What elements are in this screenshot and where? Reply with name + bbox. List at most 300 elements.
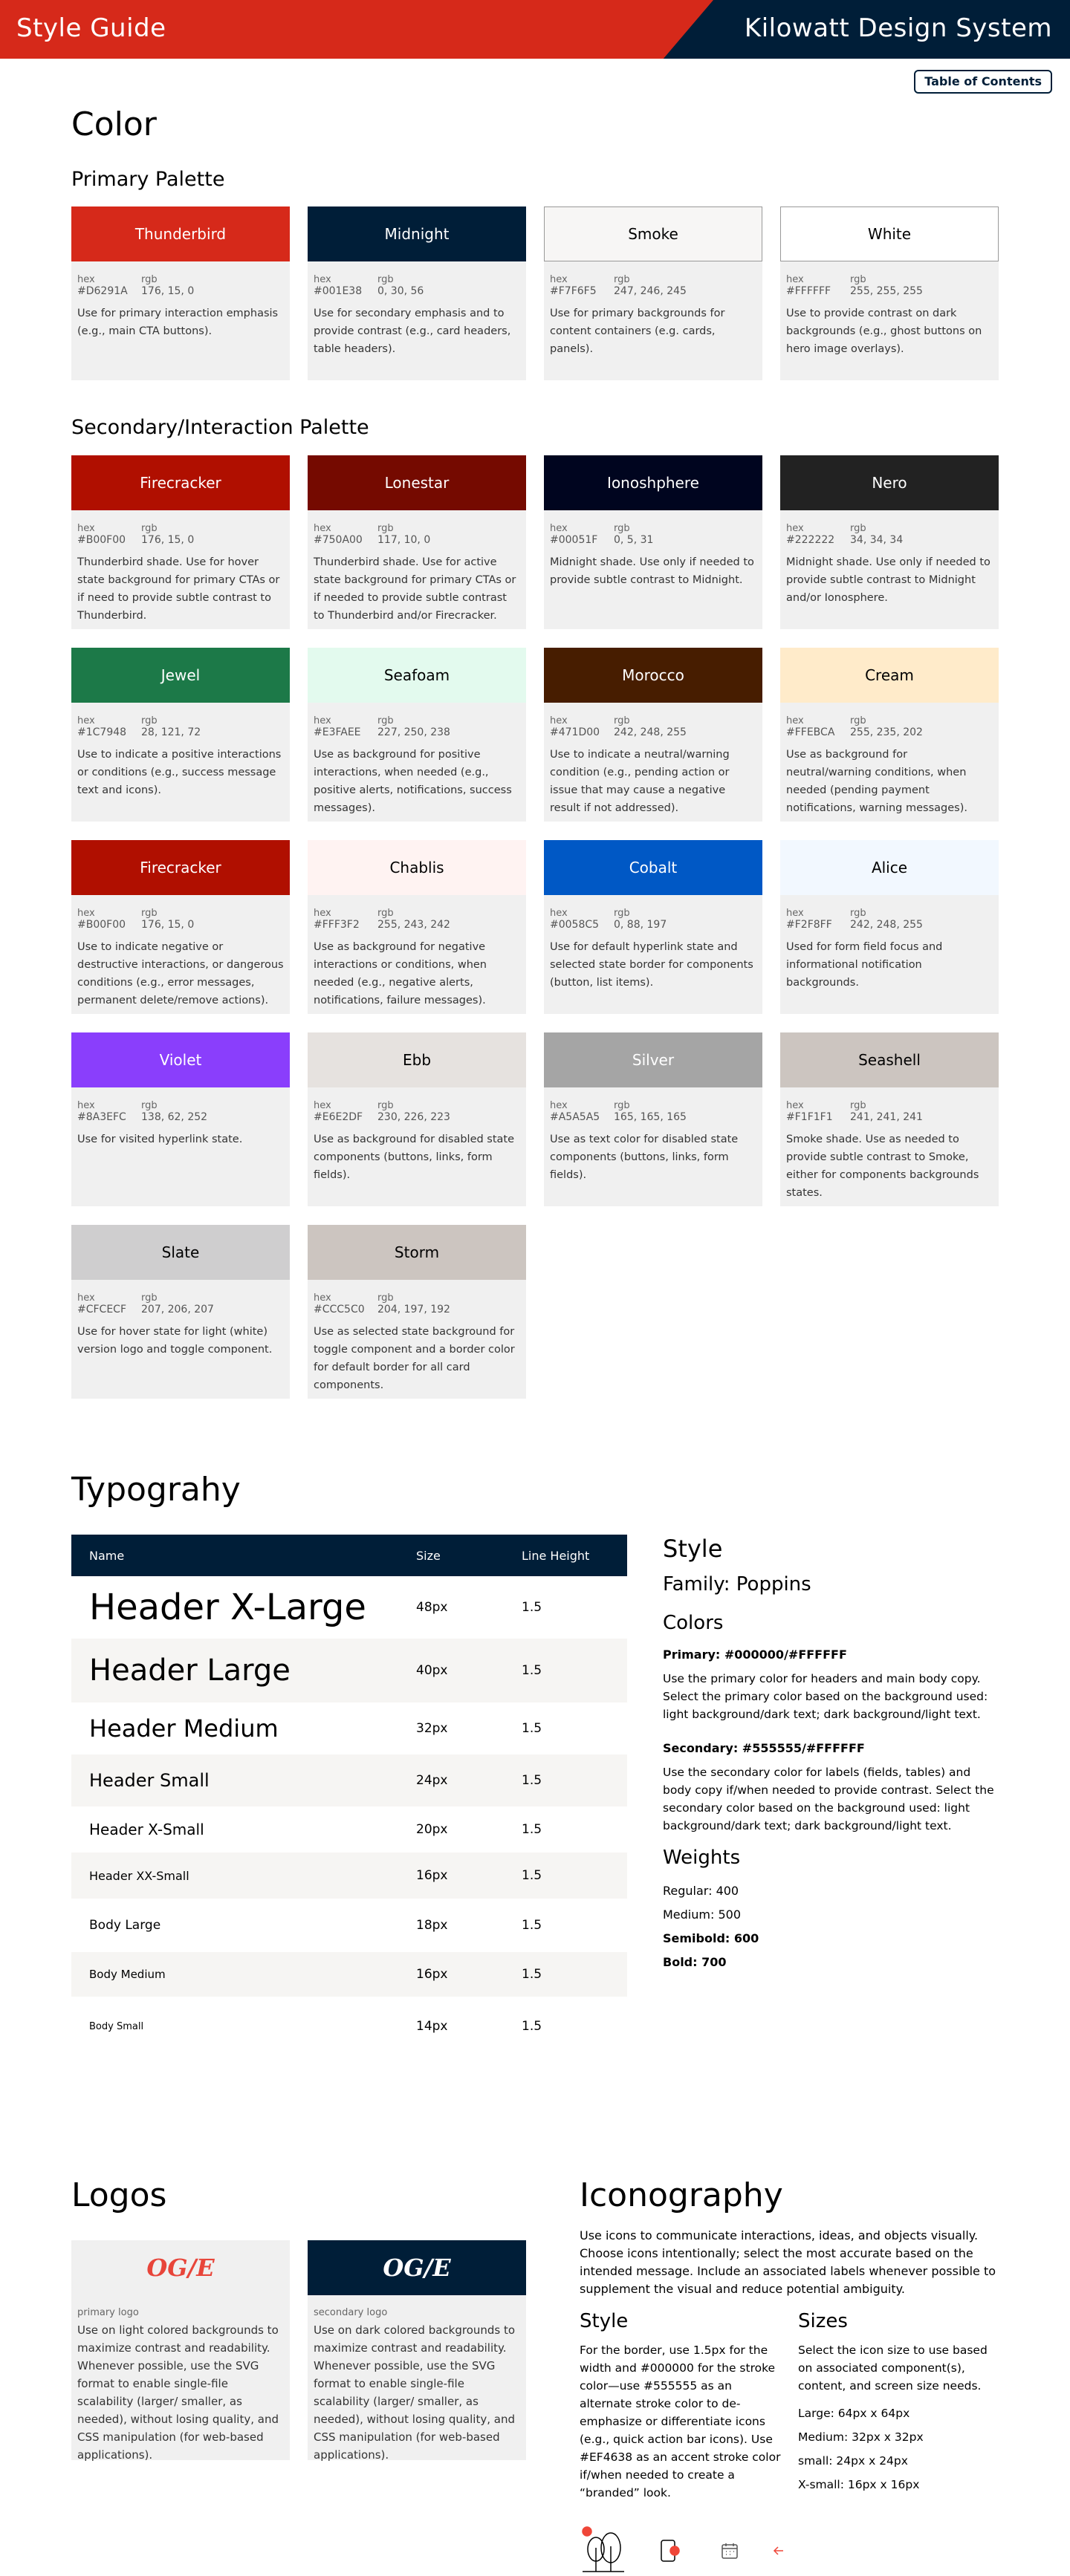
color-name: Lonestar xyxy=(384,474,450,492)
color-swatch xyxy=(308,840,526,895)
color-swatch xyxy=(544,1032,762,1087)
rgb-label: rgb xyxy=(141,274,158,285)
color-values xyxy=(71,1304,290,1315)
color-description: Use to indicate a neutral/warning condition (e.g., pending action or issue that may cause a negative result if not addressed). xyxy=(550,749,730,814)
weight-semibold: Semibold: 600 xyxy=(663,1931,759,1945)
color-values xyxy=(308,919,526,931)
color-values xyxy=(544,1111,762,1123)
color-name: Seashell xyxy=(858,1051,921,1069)
color-description: Use to indicate negative or destructive interactions, or dangerous conditions (e.g., error messages, permanent delete/remove actions). xyxy=(77,941,284,1006)
color-card xyxy=(308,840,526,1014)
rgb-value: 207, 206, 207 xyxy=(141,1304,214,1315)
color-name: Violet xyxy=(159,1051,202,1069)
color-name: Cream xyxy=(865,666,914,684)
color-meta-labels xyxy=(544,261,762,285)
icon-style-title: Style xyxy=(580,2310,629,2332)
color-meta-labels xyxy=(308,510,526,534)
hex-value: #FFF3F2 xyxy=(314,919,360,931)
rgb-label: rgb xyxy=(850,1100,866,1111)
type-line-height: 1.5 xyxy=(522,2019,542,2034)
secondary-logo-desc: Use on dark colored backgrounds to maximize contrast and readability. Whenever possible, use the SVG format to enable single-file scalability (larger/ smaller, as needed), without losing quality, and CSS manipulation (for web-based applications). xyxy=(314,2323,516,2462)
hex-value: #B00F00 xyxy=(77,919,126,931)
rgb-label: rgb xyxy=(377,274,394,285)
color-values xyxy=(71,919,290,931)
rgb-value: 0, 88, 197 xyxy=(614,919,667,931)
rgb-label: rgb xyxy=(377,715,394,726)
primary-logo: OG/E xyxy=(71,2240,290,2295)
color-swatch xyxy=(780,206,999,261)
hex-label: hex xyxy=(314,1292,331,1304)
type-line-height: 1.5 xyxy=(522,1721,542,1736)
hex-label: hex xyxy=(314,523,331,534)
color-card xyxy=(308,206,526,380)
hex-label: hex xyxy=(77,908,95,919)
color-values xyxy=(71,726,290,738)
color-name: Silver xyxy=(632,1051,675,1069)
color-swatch xyxy=(780,840,999,895)
table-row xyxy=(71,1576,627,1639)
table-row xyxy=(71,1806,627,1853)
rgb-label: rgb xyxy=(850,523,866,534)
color-description: Use as background for disabled state components (buttons, links, form fields). xyxy=(314,1133,515,1181)
type-size: 14px xyxy=(416,2019,448,2034)
color-values xyxy=(780,919,999,931)
color-meta-labels xyxy=(544,895,762,919)
typography-section-title: Typograhy xyxy=(71,1471,241,1509)
type-sample-name: Header Large xyxy=(89,1653,291,1688)
color-values xyxy=(780,1111,999,1123)
color-card xyxy=(544,840,762,1014)
table-row xyxy=(71,1702,627,1754)
primary-palette-title: Primary Palette xyxy=(71,168,225,191)
color-description: Use to provide contrast on dark backgrounds (e.g., ghost buttons on hero image overlays). xyxy=(786,308,982,355)
hex-value: #E6E2DF xyxy=(314,1111,363,1123)
color-meta-labels xyxy=(308,703,526,726)
color-card xyxy=(544,1032,762,1206)
rgb-label: rgb xyxy=(377,1100,394,1111)
type-style-title: Style xyxy=(663,1535,723,1563)
secondary-logo-card xyxy=(308,2240,526,2460)
rgb-label: rgb xyxy=(614,1100,630,1111)
rgb-label: rgb xyxy=(141,523,158,534)
hex-value: #F7F6F5 xyxy=(550,285,597,297)
rgb-label: rgb xyxy=(614,715,630,726)
hex-label: hex xyxy=(550,715,568,726)
type-sample-name: Body Medium xyxy=(89,1968,166,1981)
color-description: Use as selected state background for toggle component and a border color for default border for all card components. xyxy=(314,1326,515,1391)
hex-label: hex xyxy=(77,1292,95,1304)
hex-label: hex xyxy=(314,715,331,726)
color-card xyxy=(780,455,999,629)
color-name: White xyxy=(867,225,912,243)
color-meta-labels xyxy=(308,261,526,285)
table-row xyxy=(71,1952,627,1997)
color-meta-labels xyxy=(71,703,290,726)
color-name: Cobalt xyxy=(629,859,678,876)
type-line-height: 1.5 xyxy=(522,1600,542,1615)
primary-logo-caption: primary logo xyxy=(77,2307,139,2318)
hex-value: #B00F00 xyxy=(77,534,126,546)
rgb-label: rgb xyxy=(614,274,630,285)
rgb-value: 165, 165, 165 xyxy=(614,1111,687,1123)
type-size: 20px xyxy=(416,1822,448,1837)
color-description: Use as background for positive interactions, when needed (e.g., positive alerts, notifications, success messages). xyxy=(314,749,512,814)
rgb-value: 241, 241, 241 xyxy=(850,1111,923,1123)
rgb-value: 204, 197, 192 xyxy=(377,1304,450,1315)
type-line-height: 1.5 xyxy=(522,1918,542,1933)
color-card xyxy=(544,455,762,629)
color-swatch xyxy=(544,648,762,703)
hex-value: #E3FAEE xyxy=(314,726,361,738)
rgb-label: rgb xyxy=(614,523,630,534)
color-description: Use for default hyperlink state and selected state border for components (button, list items). xyxy=(550,941,753,989)
hex-value: #00051F xyxy=(550,534,598,546)
hex-label: hex xyxy=(550,523,568,534)
hex-label: hex xyxy=(77,715,95,726)
color-values xyxy=(780,285,999,297)
hex-label: hex xyxy=(77,523,95,534)
rgb-value: 227, 250, 238 xyxy=(377,726,450,738)
color-values xyxy=(544,919,762,931)
iconography-intro: Use icons to communicate interactions, ideas, and objects visually. Choose icons intentionally; select the most accurate based on the intended message. Include an associated labels whenever possible to supplement the visual and reduce potential ambiguity. xyxy=(580,2228,996,2296)
icon-size-xsmall: X-small: 16px x 16px xyxy=(798,2478,920,2491)
color-description: Use as background for negative interactions or conditions, when needed (e.g., negative alerts, notifications, failure messages). xyxy=(314,941,487,1006)
color-card xyxy=(780,206,999,380)
color-name: Thunderbird xyxy=(134,225,227,243)
color-description: Use as background for neutral/warning conditions, when needed (pending payment notifications, warning messages). xyxy=(786,749,967,814)
color-swatch xyxy=(544,455,762,510)
arrow-left-icon xyxy=(773,2545,785,2557)
color-swatch xyxy=(71,840,290,895)
rgb-label: rgb xyxy=(377,523,394,534)
type-primary-color-label: Primary: #000000/#FFFFFF xyxy=(663,1648,847,1662)
type-secondary-color-label: Secondary: #555555/#FFFFFF xyxy=(663,1741,865,1755)
color-meta-labels xyxy=(71,895,290,919)
color-card xyxy=(71,206,290,380)
table-row xyxy=(71,1899,627,1952)
rgb-label: rgb xyxy=(141,715,158,726)
type-primary-color-desc: Use the primary color for headers and main body copy. Select the primary color based on the background used: light background/dark text; dark background/light text. xyxy=(663,1672,988,1721)
color-swatch xyxy=(308,455,526,510)
color-swatch xyxy=(780,1032,999,1087)
color-values xyxy=(308,726,526,738)
color-swatch xyxy=(308,648,526,703)
type-size: 40px xyxy=(416,1663,448,1678)
color-description: Use as text color for disabled state components (buttons, links, form fields). xyxy=(550,1133,739,1181)
type-line-height: 1.5 xyxy=(522,1822,542,1837)
type-size: 32px xyxy=(416,1721,448,1736)
hex-label: hex xyxy=(314,274,331,285)
type-sample-name: Header XX-Small xyxy=(89,1868,189,1883)
type-sample-name: Header Medium xyxy=(89,1714,279,1743)
color-meta-labels xyxy=(308,1087,526,1111)
hex-label: hex xyxy=(786,715,804,726)
rgb-value: 28, 121, 72 xyxy=(141,726,201,738)
hex-value: #0058C5 xyxy=(550,919,600,931)
rgb-label: rgb xyxy=(850,274,866,285)
color-values xyxy=(544,726,762,738)
color-swatch xyxy=(71,1225,290,1280)
hex-label: hex xyxy=(77,1100,95,1111)
color-name: Morocco xyxy=(622,666,684,684)
rgb-label: rgb xyxy=(377,908,394,919)
color-description: Used for form field focus and informational notification backgrounds. xyxy=(786,941,943,989)
type-size: 16px xyxy=(416,1868,448,1883)
primary-logo-desc: Use on light colored backgrounds to maximize contrast and readability. Whenever possible, use the SVG format to enable single-file scalability (larger/ smaller, as needed), without losing quality, and CSS manipulation (for web-based applications). xyxy=(77,2323,279,2462)
weight-bold: Bold: 700 xyxy=(663,1955,727,1969)
color-card xyxy=(71,455,290,629)
color-values xyxy=(544,285,762,297)
rgb-label: rgb xyxy=(850,715,866,726)
color-description: Use for primary interaction emphasis (e.g., main CTA buttons). xyxy=(77,308,279,337)
color-name: Smoke xyxy=(628,225,678,243)
rgb-value: 242, 248, 255 xyxy=(614,726,687,738)
color-swatch xyxy=(308,206,526,261)
rgb-value: 242, 248, 255 xyxy=(850,919,923,931)
color-description: Use for visited hyperlink state. xyxy=(77,1133,243,1145)
color-meta-labels xyxy=(71,261,290,285)
hex-value: #471D00 xyxy=(550,726,600,738)
color-card xyxy=(308,1225,526,1399)
color-name: Nero xyxy=(872,474,907,492)
color-card xyxy=(71,648,290,822)
primary-logo-card xyxy=(71,2240,290,2460)
rgb-value: 117, 10, 0 xyxy=(377,534,431,546)
color-name: Slate xyxy=(161,1243,200,1261)
type-table-body xyxy=(71,1576,627,2056)
color-swatch xyxy=(71,206,290,261)
secondary-logo: OG/E xyxy=(308,2240,526,2295)
color-description: Use for secondary emphasis and to provide contrast (e.g., card headers, table headers). xyxy=(314,308,511,355)
color-swatch xyxy=(780,648,999,703)
color-values xyxy=(71,285,290,297)
table-of-contents-button[interactable]: Table of Contents xyxy=(914,70,1052,94)
color-card xyxy=(308,648,526,822)
rgb-value: 176, 15, 0 xyxy=(141,534,195,546)
iconography-section-title: Iconography xyxy=(580,2176,783,2214)
icon-style-desc: For the border, use 1.5px for the width and #000000 for the stroke color—use #555555 as an alternate stroke color to de-emphasize or differentiate icons (e.g., quick action bar icons). Use #EF4638 as an accent stroke color if/when needed to create a “branded” look. xyxy=(580,2344,781,2499)
type-line-height: 1.5 xyxy=(522,1773,542,1788)
icon-sizes-title: Sizes xyxy=(798,2310,848,2332)
color-card xyxy=(71,1225,290,1399)
color-meta-labels xyxy=(71,1280,290,1304)
rgb-label: rgb xyxy=(141,1100,158,1111)
rgb-value: 255, 255, 255 xyxy=(850,285,923,297)
color-values xyxy=(71,534,290,546)
table-row xyxy=(71,1754,627,1806)
col-header-size: Size xyxy=(416,1548,441,1563)
color-card xyxy=(308,455,526,629)
hex-value: #750A00 xyxy=(314,534,363,546)
color-name: Firecracker xyxy=(140,859,221,876)
color-section-title: Color xyxy=(71,105,157,143)
weight-medium: Medium: 500 xyxy=(663,1907,741,1922)
type-sample-name: Header Small xyxy=(89,1770,210,1791)
table-row xyxy=(71,1997,627,2056)
rgb-value: 34, 34, 34 xyxy=(850,534,904,546)
color-card xyxy=(308,1032,526,1206)
color-values xyxy=(780,534,999,546)
color-meta-labels xyxy=(780,261,999,285)
table-row xyxy=(71,1639,627,1702)
type-weights-title: Weights xyxy=(663,1847,741,1869)
type-line-height: 1.5 xyxy=(522,1868,542,1883)
color-meta-labels xyxy=(308,895,526,919)
logos-section-title: Logos xyxy=(71,2176,167,2214)
hex-label: hex xyxy=(786,523,804,534)
rgb-value: 230, 226, 223 xyxy=(377,1111,450,1123)
color-values xyxy=(71,1111,290,1123)
type-line-height: 1.5 xyxy=(522,1663,542,1678)
rgb-value: 138, 62, 252 xyxy=(141,1111,208,1123)
hex-label: hex xyxy=(786,908,804,919)
color-meta-labels xyxy=(780,703,999,726)
hex-value: #F1F1F1 xyxy=(786,1111,833,1123)
secondary-palette-title: Secondary/Interaction Palette xyxy=(71,416,369,439)
color-description: Thunderbird shade. Use for hover state background for primary CTAs or if need to provide subtle contrast to Thunderbird. xyxy=(77,556,280,622)
color-description: Use for hover state for light (white) version logo and toggle component. xyxy=(77,1326,273,1356)
color-description: Midnight shade. Use only if needed to provide subtle contrast to Midnight and/or Ionosphere. xyxy=(786,556,990,604)
trees-icon xyxy=(580,2525,627,2573)
color-values xyxy=(308,534,526,546)
hex-value: #A5A5A5 xyxy=(550,1111,600,1123)
color-values xyxy=(308,1304,526,1315)
color-swatch xyxy=(71,1032,290,1087)
hex-label: hex xyxy=(77,274,95,285)
type-family: Family: Poppins xyxy=(663,1573,811,1596)
hex-value: #1C7948 xyxy=(77,726,127,738)
color-swatch xyxy=(544,840,762,895)
type-colors-title: Colors xyxy=(663,1612,724,1634)
type-sample-name: Header X-Small xyxy=(89,1821,204,1838)
color-name: Ebb xyxy=(402,1051,432,1069)
hex-label: hex xyxy=(314,1100,331,1111)
hex-label: hex xyxy=(786,274,804,285)
color-name: Firecracker xyxy=(140,474,221,492)
color-swatch xyxy=(71,648,290,703)
color-name: Storm xyxy=(394,1243,440,1261)
color-swatch xyxy=(308,1032,526,1087)
mobile-phone-icon xyxy=(658,2539,682,2563)
hex-value: #CFCECF xyxy=(77,1304,127,1315)
color-name: Jewel xyxy=(160,666,201,684)
color-card xyxy=(71,1032,290,1206)
hex-label: hex xyxy=(550,274,568,285)
color-meta-labels xyxy=(780,1087,999,1111)
color-card xyxy=(780,648,999,822)
color-name: Midnight xyxy=(384,225,450,243)
type-line-height: 1.5 xyxy=(522,1967,542,1982)
type-size: 48px xyxy=(416,1600,448,1615)
hex-value: #222222 xyxy=(786,534,835,546)
hex-value: #F2F8FF xyxy=(786,919,832,931)
color-description: Midnight shade. Use only if needed to provide subtle contrast to Midnight. xyxy=(550,556,754,586)
color-meta-labels xyxy=(544,703,762,726)
color-meta-labels xyxy=(71,510,290,534)
color-swatch xyxy=(544,206,762,261)
rgb-label: rgb xyxy=(614,908,630,919)
color-swatch xyxy=(308,1225,526,1280)
color-name: Seafoam xyxy=(383,666,450,684)
weight-regular: Regular: 400 xyxy=(663,1884,739,1898)
icon-sizes-desc: Select the icon size to use based on associated component(s), content, and screen size needs. xyxy=(798,2344,988,2393)
rgb-value: 0, 5, 31 xyxy=(614,534,654,546)
color-description: Smoke shade. Use as needed to provide subtle contrast to Smoke, either for components backgrounds states. xyxy=(786,1133,979,1199)
color-name: Chablis xyxy=(389,859,444,876)
color-card xyxy=(544,206,762,380)
color-values xyxy=(308,285,526,297)
type-size: 16px xyxy=(416,1967,448,1982)
rgb-value: 176, 15, 0 xyxy=(141,919,195,931)
type-table-header xyxy=(71,1535,627,1576)
calendar-icon xyxy=(721,2542,739,2560)
hex-value: #001E38 xyxy=(314,285,363,297)
hex-value: #CCC5C0 xyxy=(314,1304,365,1315)
rgb-label: rgb xyxy=(850,908,866,919)
col-header-line-height: Line Height xyxy=(522,1548,590,1563)
type-size: 18px xyxy=(416,1918,448,1933)
rgb-value: 255, 235, 202 xyxy=(850,726,923,738)
color-values xyxy=(308,1111,526,1123)
rgb-value: 176, 15, 0 xyxy=(141,285,195,297)
rgb-label: rgb xyxy=(141,1292,158,1304)
color-swatch xyxy=(780,455,999,510)
color-card xyxy=(780,840,999,1014)
color-name: Ionoshphere xyxy=(607,474,699,492)
color-name: Alice xyxy=(871,859,908,876)
table-row xyxy=(71,1853,627,1899)
type-sample-name: Body Large xyxy=(89,1918,161,1933)
hex-value: #D6291A xyxy=(77,285,128,297)
hex-value: #FFFFFF xyxy=(786,285,831,297)
rgb-value: 247, 246, 245 xyxy=(614,285,687,297)
color-description: Thunderbird shade. Use for active state background for primary CTAs or if needed to provide subtle contrast to Thunderbird and/or Firecracker. xyxy=(314,556,516,622)
icon-size-large: Large: 64px x 64px xyxy=(798,2407,910,2420)
hex-value: #FFEBCA xyxy=(786,726,835,738)
color-meta-labels xyxy=(71,1087,290,1111)
rgb-label: rgb xyxy=(377,1292,394,1304)
color-meta-labels xyxy=(544,1087,762,1111)
color-meta-labels xyxy=(780,510,999,534)
color-meta-labels xyxy=(308,1280,526,1304)
color-values xyxy=(544,534,762,546)
rgb-label: rgb xyxy=(141,908,158,919)
hex-label: hex xyxy=(786,1100,804,1111)
rgb-value: 255, 243, 242 xyxy=(377,919,450,931)
secondary-logo-caption: secondary logo xyxy=(314,2307,388,2318)
color-meta-labels xyxy=(780,895,999,919)
color-card xyxy=(780,1032,999,1206)
hex-value: #8A3EFC xyxy=(77,1111,126,1123)
header-title-left: Style Guide xyxy=(16,13,166,43)
color-card xyxy=(544,648,762,822)
hex-label: hex xyxy=(314,908,331,919)
type-scale-table xyxy=(71,1535,627,2056)
color-card xyxy=(71,840,290,1014)
type-sample-name: Body Small xyxy=(89,2020,144,2032)
color-values xyxy=(780,726,999,738)
type-sample-name: Header X-Large xyxy=(89,1587,366,1628)
icon-size-medium: Medium: 32px x 32px xyxy=(798,2430,924,2444)
color-description: Use for primary backgrounds for content containers (e.g. cards, panels). xyxy=(550,308,725,355)
color-description: Use to indicate a positive interactions or conditions (e.g., success message text and icons). xyxy=(77,749,282,796)
rgb-value: 0, 30, 56 xyxy=(377,285,424,297)
type-secondary-color-desc: Use the secondary color for labels (fields, tables) and body copy if/when needed to provide contrast. Select the secondary color based on the background used: light background/dark text; dark background/light text. xyxy=(663,1766,994,1832)
hex-label: hex xyxy=(550,1100,568,1111)
type-size: 24px xyxy=(416,1773,448,1788)
site-header xyxy=(0,0,1070,59)
col-header-name: Name xyxy=(89,1548,125,1563)
